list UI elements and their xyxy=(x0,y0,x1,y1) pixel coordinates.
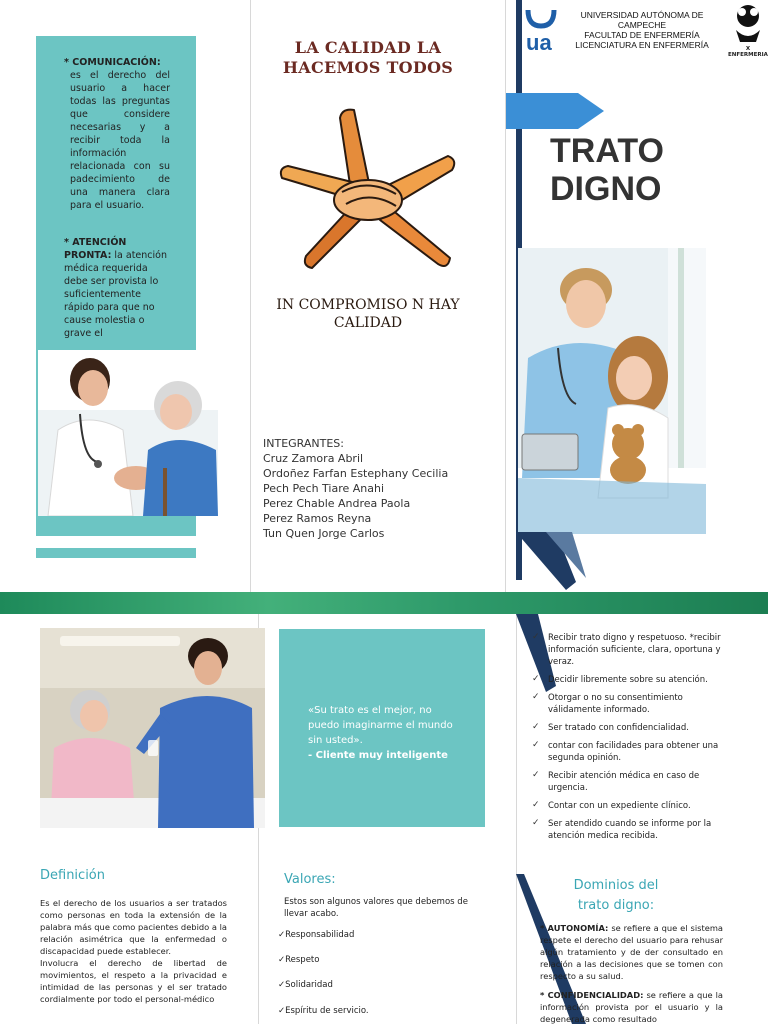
check-item: ✓ contar con facilidades para obtener una segunda opinión. xyxy=(532,740,719,763)
check-item: ✓ Decidir libremente sobre su atención. xyxy=(532,674,708,685)
crest-caption: X ENFERMERIA xyxy=(728,46,768,58)
ribbon-decoration xyxy=(516,532,606,592)
integrante-item: Perez Chable Andrea Paola xyxy=(263,497,411,510)
check-item: ✓ Ser atendido cuando se informe por la atención medica recibida. xyxy=(532,818,712,841)
univ-line: UNIVERSIDAD AUTÓNOMA DE xyxy=(580,10,704,20)
caregiver-photo xyxy=(40,628,265,828)
atencion-block xyxy=(64,236,170,340)
valores-intro: Estos son algunos valores que debemos de llevar acabo. xyxy=(284,897,468,919)
rights-checklist xyxy=(532,632,722,848)
quote-block xyxy=(308,703,463,763)
check-item: ✓ Recibir atención médica en caso de urgencia. xyxy=(532,770,700,793)
definicion-title: Definición xyxy=(40,868,105,883)
integrante-item: Perez Ramos Reyna xyxy=(263,512,372,525)
poster-top-text: LA CALIDAD LA HACEMOS TODOS xyxy=(282,38,454,77)
integrante-item: Cruz Zamora Abril xyxy=(263,452,364,465)
univ-line: CAMPECHE xyxy=(617,20,667,30)
check-item: ✓ Contar con un expediente clínico. xyxy=(532,800,691,811)
integrantes-label: INTEGRANTES: xyxy=(263,437,344,450)
nurse-child-photo xyxy=(518,248,706,534)
valor-item: ✓Espíritu de servicio. xyxy=(278,1006,369,1016)
blue-arrow-icon xyxy=(506,93,604,129)
valores-title: Valores: xyxy=(284,872,336,887)
nurse-elderly-photo xyxy=(38,350,218,516)
atencion-text: la atención médica requerida debe ser provista lo suficientemente rápido para que no cause molestia o grave el xyxy=(64,250,167,339)
integrantes-list xyxy=(263,436,495,541)
nursing-crest-icon xyxy=(728,2,768,58)
dominios-title: Dominios del trato digno: xyxy=(573,878,659,913)
definicion-paragraph-1: Es el derecho de los usuarios a ser tratados como personas en toda la extensión de la palabra más que como pacientes debido a la relación asimétrica que la enfermedad o discapacidad puede establecer. xyxy=(40,898,227,956)
atencion-title: * ATENCIÓN PRONTA: xyxy=(64,237,127,261)
confidencialidad-text: se refiere a que la información provista por el usuario y la degenerada como resultado xyxy=(540,990,723,1024)
confidencialidad-block xyxy=(540,989,723,1025)
logo-text: ua xyxy=(526,30,552,52)
valor-item: ✓Solidaridad xyxy=(278,980,333,990)
valor-item: ✓Responsabilidad xyxy=(278,930,355,940)
hands-together-icon xyxy=(272,78,464,278)
integrante-item: Tun Quen Jorge Carlos xyxy=(263,527,385,540)
autonomia-block xyxy=(540,922,723,982)
title-line-2: DIGNO xyxy=(550,170,662,208)
quote-text: «Su trato es el mejor, no puedo imaginarme el mundo sin usted». xyxy=(308,705,453,746)
integrante-item: Pech Pech Tiare Anahi xyxy=(263,482,385,495)
comunicacion-block xyxy=(64,56,170,212)
univ-line: FACULTAD DE ENFERMERÍA xyxy=(584,30,700,40)
confidencialidad-title: * CONFIDENCIALIDAD: xyxy=(540,990,644,1000)
teal-bar-left xyxy=(36,548,196,558)
valor-item: ✓Respeto xyxy=(278,955,320,965)
cover-title xyxy=(550,132,750,208)
poster-bottom-text: IN COMPROMISO N HAY CALIDAD xyxy=(276,297,460,331)
valores-list xyxy=(278,930,488,1026)
comunicacion-title: * COMUNICACIÓN: xyxy=(64,57,161,68)
integrante-item: Ordoñez Farfan Estephany Cecilia xyxy=(263,467,449,480)
university-header xyxy=(562,10,722,50)
comunicacion-text: es el derecho del usuario a hacer todas las preguntas que considere necesarias y a recibir toda la información relacionada con su padecimiento de una manera clara para el usuario. xyxy=(70,70,170,211)
page-break-band xyxy=(0,592,768,614)
autonomia-text: se refiere a que el sistema respete el derecho del usuario para rehusar algún tratamiento y de der consultado en relación a las decisiones que se tomen con respecto a su salud. xyxy=(540,923,723,981)
calidad-poster xyxy=(272,36,464,332)
univ-line: LICENCIATURA EN ENFERMERÍA xyxy=(575,40,709,50)
definicion-text xyxy=(40,897,227,1005)
quote-author: - Cliente muy inteligente xyxy=(308,750,448,761)
check-item: ✓ Ser tratado con confidencialidad. xyxy=(532,722,689,733)
check-item: ✓ Recibir trato digno y respetuoso. *recibir información suficiente, clara, oportuna y veraz. xyxy=(532,632,721,667)
definicion-paragraph-2: Involucra el derecho de libertad de movimientos, el respeto a la privacidad e intimidad de las personas y el ser tratado cordialmente por todo el personal-médico xyxy=(40,958,227,1004)
title-line-1: TRATO xyxy=(550,132,664,170)
autonomia-title: * AUTONOMÍA: xyxy=(540,923,609,933)
check-item: ✓ Otorgar o no su consentimiento válidamente informado. xyxy=(532,692,683,715)
ua-logo xyxy=(524,4,558,52)
